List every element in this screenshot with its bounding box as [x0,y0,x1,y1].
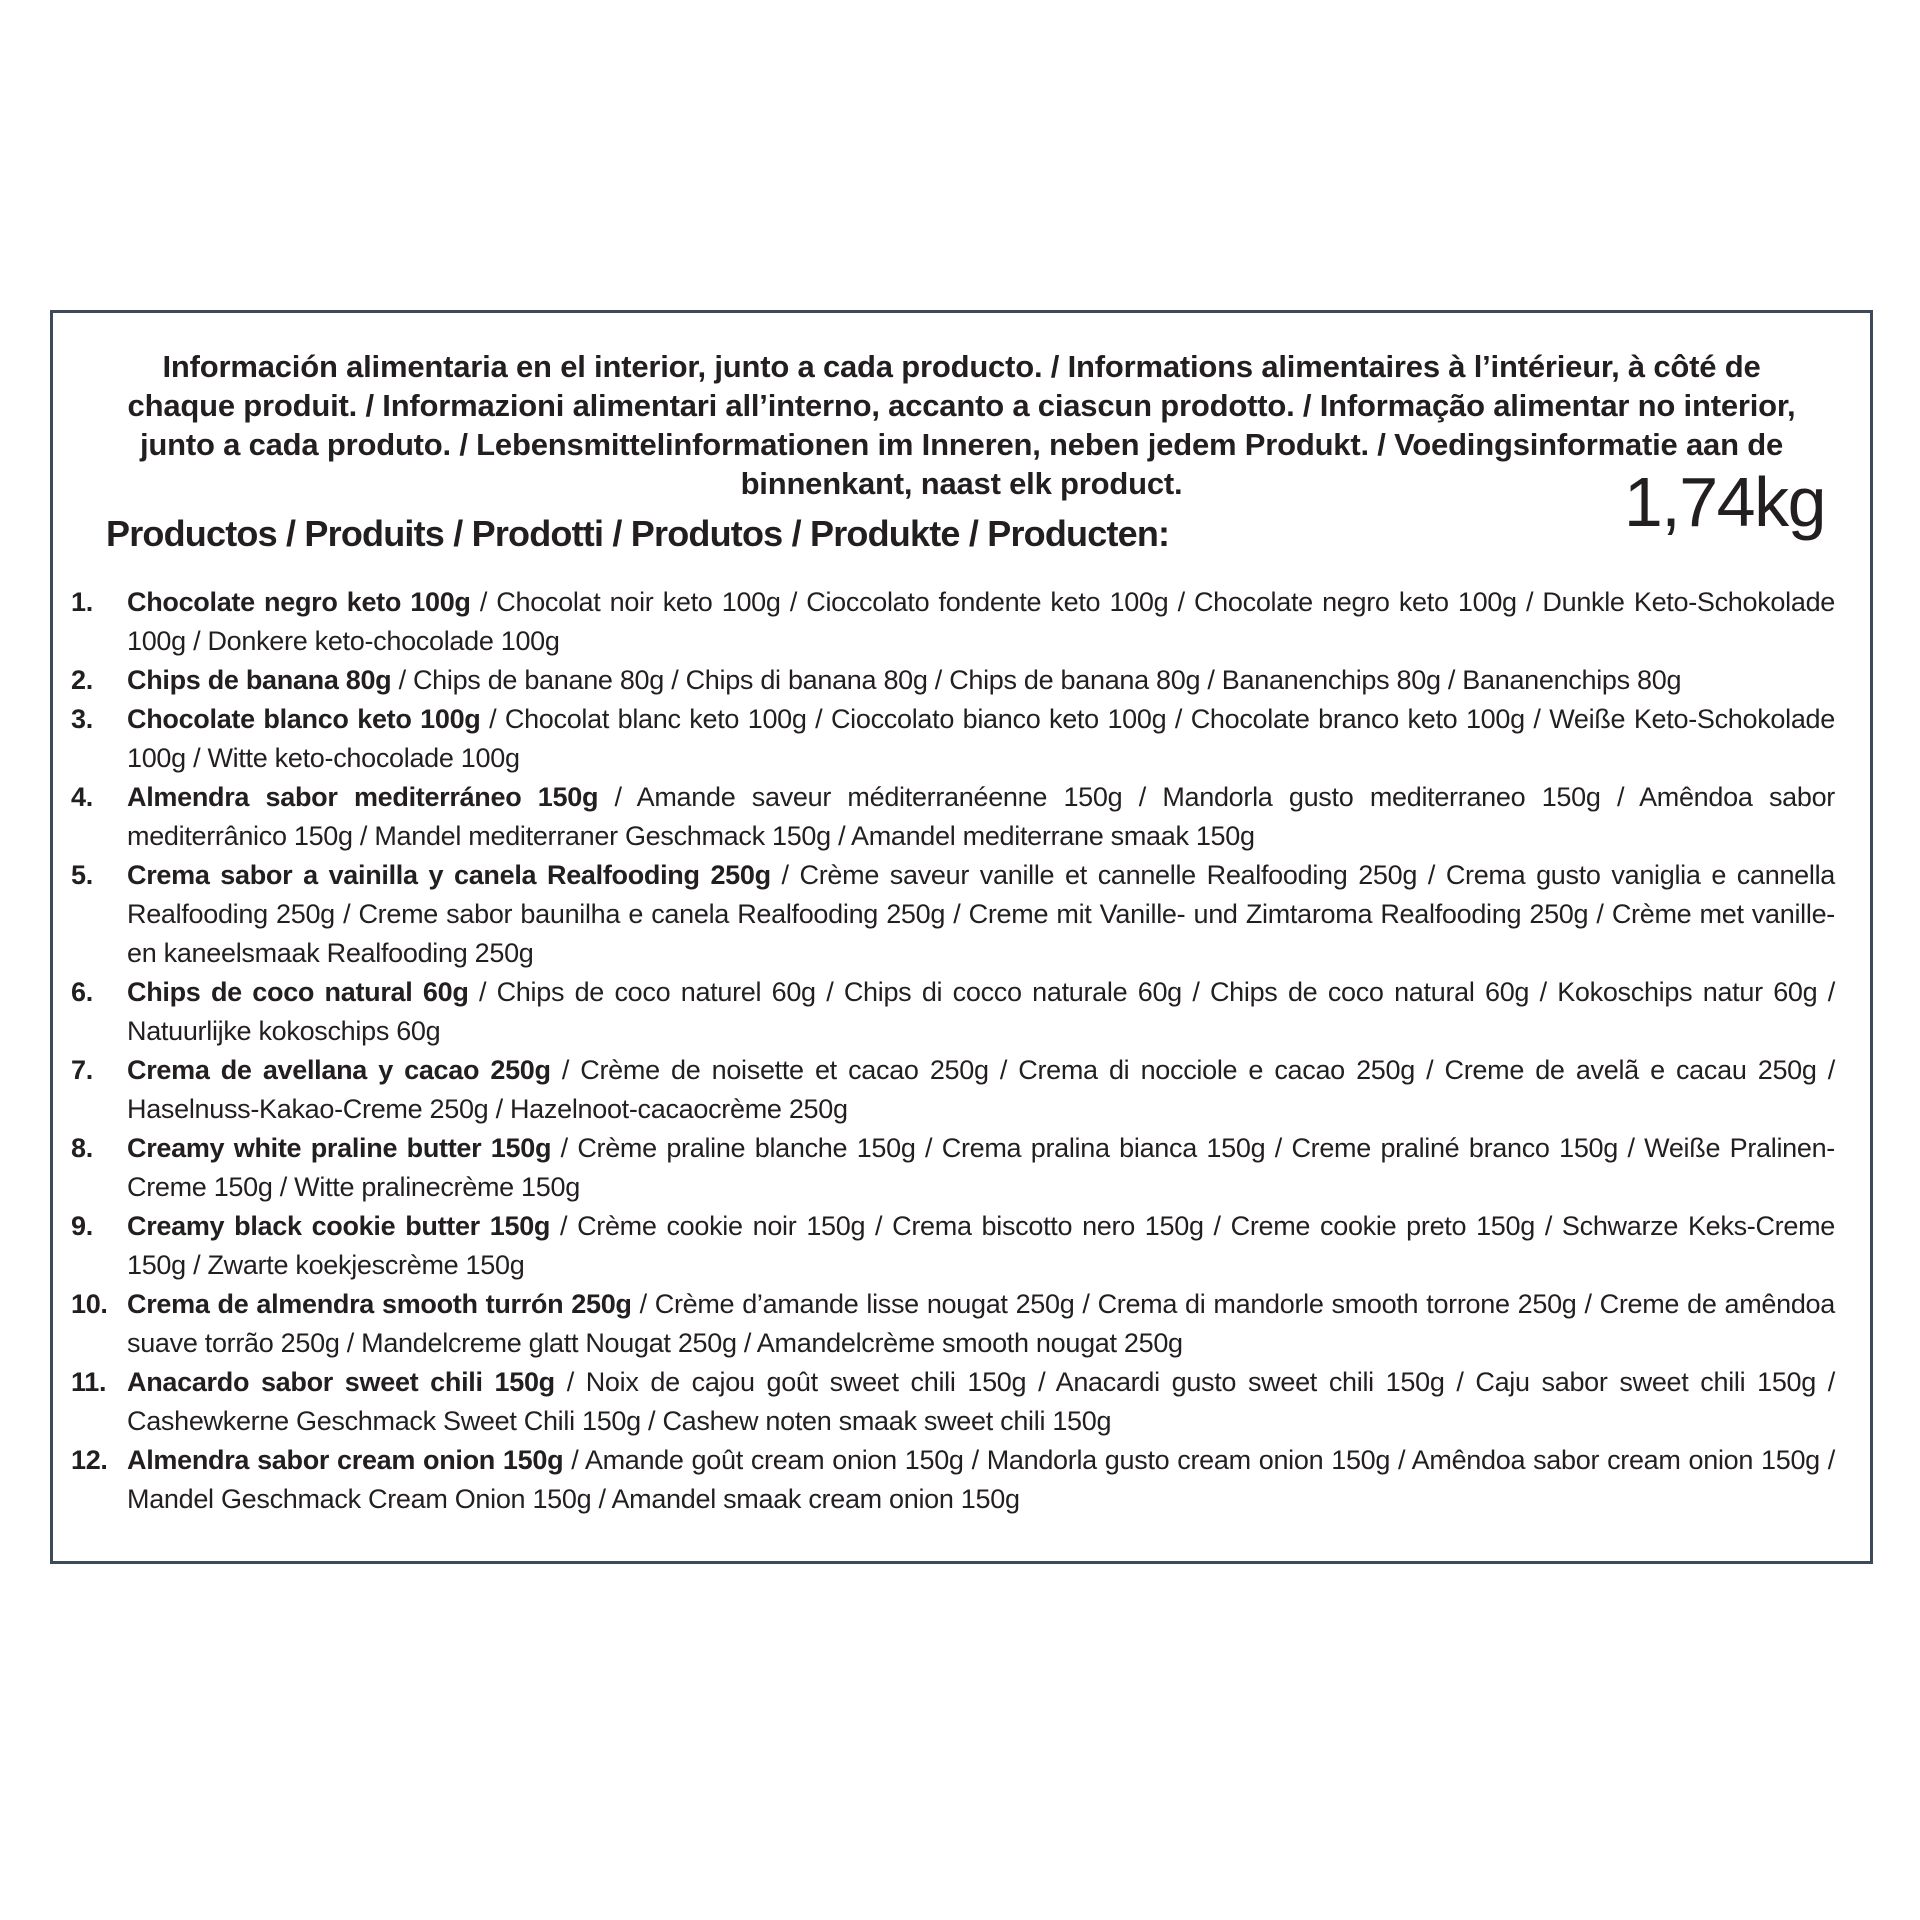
product-item [71,1285,1835,1363]
product-name-primary: Chocolate negro keto 100g [127,587,471,617]
product-number: 6. [71,977,93,1007]
product-name-translations: / Chocolat noir keto 100g / Cioccolato fondente keto 100g / Chocolate negro keto 100g / Dunkle Keto-Schokolade 100g / Donkere keto-chocolade 100g [127,587,1836,656]
product-number: 1. [71,587,93,617]
product-item [71,1129,1835,1207]
product-name-translations: / Noix de cajou goût sweet chili 150g / Anacardi gusto sweet chili 150g / Caju sabor sweet chili 150g / Cashewkerne Geschmack Sweet Chili 150g / Cashew noten smaak sweet chili 150g [127,1367,1836,1436]
product-number: 7. [71,1055,93,1085]
product-number: 4. [71,782,93,812]
product-number: 2. [71,665,93,695]
product-item [71,583,1835,661]
product-name-translations: / Amande goût cream onion 150g / Mandorla gusto cream onion 150g / Amêndoa sabor cream onion 150g / Mandel Geschmack Cream Onion 150g / Amandel smaak cream onion 150g [127,1445,1836,1514]
product-name-primary: Crema sabor a vainilla y canela Realfooding 250g [127,860,771,890]
product-name-translations: / Crème saveur vanille et cannelle Realfooding 250g / Crema gusto vaniglia e cannella Realfooding 250g / Creme sabor baunilha e canela Realfooding 250g / Creme mit Vanille- und Zimtaroma Realfooding 250g / Crème met vanille- en kaneelsmaak Realfooding 250g [127,860,1835,968]
product-item [71,856,1835,973]
product-number: 10. [71,1289,108,1319]
product-item [71,1207,1835,1285]
product-number: 11. [71,1367,107,1397]
product-item [71,1441,1835,1519]
product-item [71,1051,1835,1129]
total-weight: 1,74kg [1623,463,1825,541]
product-name-translations: / Crème d’amande lisse nougat 250g / Crema di mandorle smooth torrone 250g / Creme de amêndoa suave torrão 250g / Mandelcreme glatt Nougat 250g / Amandelcrème smooth nougat 250g [127,1289,1835,1358]
product-item [71,661,1835,700]
product-name-primary: Almendra sabor cream onion 150g [127,1445,564,1475]
product-name-translations: / Crème cookie noir 150g / Crema biscotto nero 150g / Creme cookie preto 150g / Schwarze Keks-Creme 150g / Zwarte koekjescrème 150g [127,1211,1835,1280]
product-number: 8. [71,1133,93,1163]
product-name-translations: / Chips de banane 80g / Chips di banana 80g / Chips de banana 80g / Bananenchips 80g / Bananenchips 80g [391,665,1682,695]
product-number: 9. [71,1211,93,1241]
product-name-translations: / Chocolat blanc keto 100g / Cioccolato bianco keto 100g / Chocolate branco keto 100g / Weiße Keto-Schokolade 100g / Witte keto-chocolade 100g [127,704,1835,773]
product-list [71,583,1835,1519]
product-name-primary: Crema de avellana y cacao 250g [127,1055,551,1085]
product-name-primary: Almendra sabor mediterráneo 150g [127,782,599,812]
product-name-primary: Creamy white praline butter 150g [127,1133,552,1163]
product-label-box [50,310,1873,1564]
product-number: 3. [71,704,93,734]
product-name-primary: Anacardo sabor sweet chili 150g [127,1367,555,1397]
product-name-primary: Crema de almendra smooth turrón 250g [127,1289,632,1319]
product-name-primary: Chocolate blanco keto 100g [127,704,481,734]
product-name-translations: / Crème praline blanche 150g / Crema pralina bianca 150g / Creme praliné branco 150g / Weiße Pralinen-Creme 150g / Witte pralinecrème 150g [127,1133,1836,1202]
product-item [71,973,1835,1051]
product-name-translations: / Crème de noisette et cacao 250g / Crema di nocciole e cacao 250g / Creme de avelã e cacau 250g / Haselnuss-Kakao-Creme 250g / Hazelnoot-cacaocrème 250g [127,1055,1835,1124]
product-number: 5. [71,860,93,890]
products-title: Productos / Produits / Prodotti / Produtos / Produkte / Producten: [106,513,1170,554]
product-name-primary: Creamy black cookie butter 150g [127,1211,551,1241]
product-name-primary: Chips de coco natural 60g [127,977,469,1007]
intro-multilingual-text: Información alimentaria en el interior, junto a cada producto. / Informations alimentaires à l’intérieur, à côté de chaque produit. / Informazioni alimentari all’interno, accanto a ciascun prodotto. / Informação alimentar no interior, junto a cada produto. / Lebensmittelinformationen im Inneren, neben jedem Produkt. / Voedingsinformatie aan de binnenkant, naast elk product. [127,349,1796,501]
products-title-row [88,511,1835,557]
product-number: 12. [71,1445,108,1475]
product-name-primary: Chips de banana 80g [127,665,392,695]
product-name-translations: / Chips de coco naturel 60g / Chips di cocco naturale 60g / Chips de coco natural 60g / Kokoschips natur 60g / Natuurlijke kokoschips 60g [127,977,1835,1046]
product-item [71,1363,1835,1441]
product-item [71,700,1835,778]
product-name-translations: / Amande saveur méditerranéenne 150g / Mandorla gusto mediterraneo 150g / Amêndoa sabor mediterrânico 150g / Mandel mediterraner Geschmack 150g / Amandel mediterrane smaak 150g [127,782,1835,851]
product-item [71,778,1835,856]
